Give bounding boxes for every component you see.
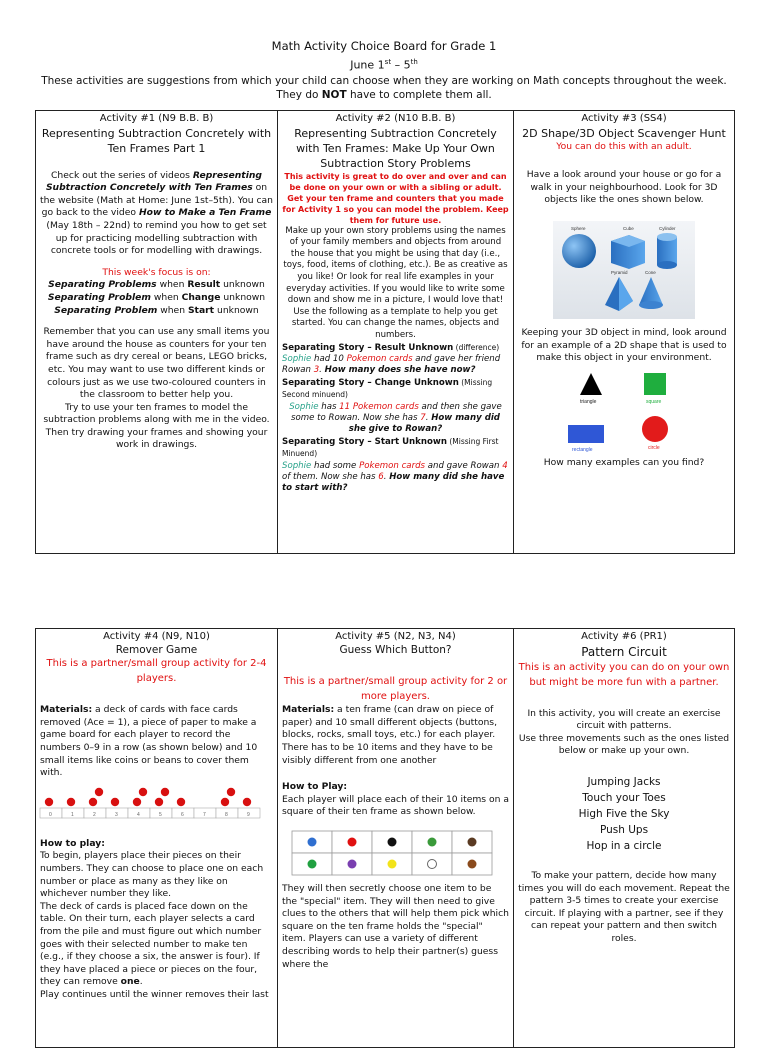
- focus-item-1: Separating Problems when Result unknown: [48, 279, 265, 291]
- square-shape: [644, 373, 666, 395]
- cone-shape: [639, 277, 663, 305]
- movement-item: Push Ups: [599, 823, 649, 836]
- story-1-text: Sophie had 10 Pokemon cards and gave her friend Rowan 3. How many does she have now?: [282, 353, 501, 376]
- activity-2-para-2: Use the following as a template to help you get started. You can change the names, objects and numbers.: [291, 306, 500, 340]
- activity-4-how-3: Play continues until the winner removes their last: [40, 988, 269, 1000]
- board-number: 3: [115, 811, 118, 818]
- button-item: [428, 859, 437, 868]
- activity-6-code: Activity #6 (PR1): [581, 631, 667, 642]
- activity-3-question: How many examples can you find?: [543, 456, 705, 468]
- activity-1-para-1: Check out the series of videos Representing Subtraction Concretely with Ten Frames on the website (Math at Home: June 1st–5th). You can go back to the video How to Make a Ten Frame (May 18th – 22nd) to remind you how to get set up for practicing modelling subtraction with concrete tools or for modelling with drawings.: [40, 169, 274, 257]
- activity-4-materials: Materials: a deck of cards with face cards removed (Ace = 1), a piece of paper to make a game board for each player to record the numbers 0–9 in a row (as shown below) and 10 small items like coins or beans to cover them with.: [40, 704, 258, 779]
- activity-4-how-1: To begin, players place their pieces on their numbers. They can choose to place one on each number or place as many as they like on whichever number they like.: [40, 850, 264, 900]
- button-item: [308, 837, 317, 846]
- rectangle-label: rectangle: [572, 446, 593, 453]
- activity-5-code: Activity #5 (N2, N3, N4): [335, 631, 456, 642]
- board-number: 0: [49, 811, 52, 818]
- activity-4-how-2: The deck of cards is placed face down on the table. On their turn, each player selects a card from the pile and must figure out which number goes with their selected number to make ten (e.g., if they choose a six, the answer is four). If they have placed a piece or pieces on the four, they can remove one.: [40, 900, 262, 988]
- activity-1-focus: This week's focus is on:: [102, 266, 211, 278]
- counter-piece: [45, 798, 53, 806]
- activity-1-code: Activity #1 (N9 B.B. B): [99, 113, 214, 124]
- counter-piece: [177, 798, 185, 806]
- activity-5-how-1: Each player will place each of their 10 items on a square of their ten frame as shown below.: [282, 793, 510, 818]
- circle-shape: [642, 416, 668, 442]
- counter-piece: [89, 798, 97, 806]
- activity-3-note: You can do this with an adult.: [556, 140, 692, 152]
- sphere-label: Sphere: [571, 225, 586, 231]
- activity-1-cell: [36, 111, 278, 554]
- activity-5-cell: [278, 629, 514, 1048]
- movement-item: Touch your Toes: [582, 791, 666, 804]
- activity-4-cell: [36, 629, 278, 1048]
- activity-1-title: Representing Subtraction Concretely with Ten Frames Part 1: [41, 126, 272, 155]
- activity-5-how-2: They will then secretly choose one item to be the "special" item. They will then need to give clues to the others that will help them pick which square on the ten frame holds the "special" item. Players can use a variety of different describing words to help their partner(s) guess where the: [282, 882, 509, 970]
- board-number: 4: [137, 811, 140, 818]
- 3d-objects-image: [553, 221, 695, 319]
- counter-piece: [111, 798, 119, 806]
- activity-1-para-2: Remember that you can use any small items you have around the house as counters for your ten frame such as dry cereal or beans, LEGO bricks, etc. You may want to use two different kinds or colours just as we use two-coloured counters in the classroom to better help you.: [43, 326, 270, 401]
- board-number: 2: [93, 811, 96, 818]
- movement-item: Jumping Jacks: [587, 775, 661, 788]
- activity-board-top: [35, 110, 735, 554]
- activity-3-para-2: Keeping your 3D object in mind, look around for an example of a 2D shape that is used to make this object in your environment.: [521, 326, 727, 364]
- square-label: square: [646, 398, 662, 405]
- movement-item: High Five the Sky: [578, 807, 670, 820]
- activity-2-title: Representing Subtraction Concretely with Ten Frames: Make Up Your Own Subtraction Story Problems: [294, 126, 497, 170]
- activity-6-para-3: To make your pattern, decide how many times you will do each movement. Repeat the pattern 3-5 times to create your exercise circuit. If playing with a partner, see if they can repeat your pattern and then switch roles.: [518, 869, 730, 944]
- activity-5-note: This is a partner/small group activity for 2 or more players.: [283, 676, 508, 703]
- page-title: Math Activity Choice Board for Grade 1: [271, 39, 497, 53]
- activity-3-cell: [514, 111, 735, 554]
- button-item: [388, 859, 397, 868]
- activity-board-bottom: [35, 628, 735, 1048]
- circle-label: circle: [648, 444, 660, 451]
- activity-5-how-heading: How to Play:: [282, 781, 348, 793]
- button-item: [428, 837, 437, 846]
- cube-label: Cube: [623, 225, 634, 231]
- focus-item-3: Separating Problem when Start unknown: [54, 304, 259, 316]
- counter-piece: [95, 788, 103, 796]
- activity-6-title: Pattern Circuit: [581, 644, 667, 659]
- counter-piece: [221, 798, 229, 806]
- ten-frame-image: [282, 819, 509, 883]
- activity-3-para-1: Have a look around your house or go for a walk in your neighbourhood. Look for 3D objects like the ones shown below.: [526, 169, 722, 206]
- date-range: June 1st – 5th: [350, 58, 418, 72]
- button-item: [468, 837, 477, 846]
- activity-2-code: Activity #2 (N10 B.B. B): [335, 113, 456, 124]
- cylinder-label: Cylinder: [659, 225, 676, 231]
- button-item: [468, 859, 477, 868]
- pyramid-label: Pyramid: [611, 269, 628, 275]
- counter-piece: [155, 798, 163, 806]
- number-board-image: [40, 780, 273, 838]
- board-number: 8: [225, 811, 228, 818]
- story-3-text: Sophie had some Pokemon cards and gave Rowan 4 of them. Now she has 6. How many did she have to start with?: [282, 460, 508, 494]
- counter-piece: [161, 788, 169, 796]
- board-number: 9: [247, 811, 250, 818]
- triangle-label: triangle: [580, 398, 597, 405]
- story-2-heading: Separating Story – Change Unknown (Missing Second minuend): [282, 377, 493, 400]
- counter-piece: [133, 798, 141, 806]
- ten-frame: [290, 829, 500, 881]
- counter-piece: [67, 798, 75, 806]
- activity-4-code: Activity #4 (N9, N10): [103, 631, 210, 642]
- intro-line-2: They do NOT have to complete them all.: [276, 88, 492, 101]
- counter-piece: [243, 798, 251, 806]
- button-item: [388, 837, 397, 846]
- activity-4-how-heading: How to play:: [40, 837, 105, 849]
- intro-line-1: These activities are suggestions from which your child can choose when they are working on Math concepts throughout the week.: [41, 74, 727, 87]
- focus-item-2: Separating Problem when Change unknown: [47, 291, 266, 303]
- counter-piece: [139, 788, 147, 796]
- activity-4-note: This is a partner/small group activity for 2-4 players.: [46, 658, 267, 685]
- board-number: 1: [71, 811, 74, 818]
- button-item: [308, 859, 317, 868]
- cone-label: Cone: [645, 269, 656, 275]
- activity-3-title: 2D Shape/3D Object Scavenger Hunt: [522, 126, 726, 140]
- activity-6-note: This is an activity you can do on your own but might be more fun with a partner.: [518, 661, 730, 688]
- story-2-text: Sophie has 11 Pokemon cards and then she gave some to Rowan. Now she has 7. How many did she give to Rowan?: [289, 401, 502, 435]
- activity-2-note: This activity is great to do over and over and can be done on your own or with a sibling or adult. Get your ten frame and counters that you made for Activity 1 so you can model the problem. Keep them for future use.: [282, 171, 509, 225]
- activity-3-code: Activity #3 (SS4): [581, 113, 667, 124]
- 2d-shapes-image: [518, 365, 730, 465]
- activity-5-materials: Materials: a ten frame (can draw on piece of paper) and 10 small different objects (buttons, blocks, rocks, small toys, etc.) for each player. There has to be 10 items and they have to be visibly different from one another: [282, 704, 497, 766]
- activity-2-cell: [278, 111, 514, 554]
- activity-1-para-3: Try to use your ten frames to model the subtraction problems along with me in the video. Then try drawing your frames and showing your work in drawings.: [43, 401, 270, 451]
- movement-list: [518, 774, 730, 854]
- triangle-shape: [580, 373, 602, 395]
- cylinder-shape: [657, 237, 677, 265]
- activity-6-para-1: In this activity, you will create an exercise circuit with patterns.: [527, 707, 721, 732]
- number-board: [36, 786, 266, 836]
- button-item: [348, 859, 357, 868]
- movement-item: Hop in a circle: [586, 839, 662, 852]
- button-item: [348, 837, 357, 846]
- counter-piece: [227, 788, 235, 796]
- 3d-objects-illustration: [553, 221, 695, 319]
- story-1-heading: Separating Story – Result Unknown (difference): [282, 342, 500, 353]
- story-3-heading: Separating Story – Start Unknown (Missing First Minuend): [282, 436, 499, 459]
- board-number: 6: [181, 811, 184, 818]
- activity-4-title: Remover Game: [115, 643, 198, 656]
- sphere-shape: [562, 234, 596, 268]
- rectangle-shape: [568, 425, 604, 443]
- board-number: 5: [159, 811, 162, 818]
- page-header: [0, 38, 768, 102]
- board-number: 7: [203, 811, 206, 818]
- activity-2-para-1: Make up your own story problems using the names of your family members and objects from around the house that you might be using that day (i.e., toys, food, items of clothing, etc.). Be as creative as you like! Or look for real life examples in your everyday activities. If you would like to write some down and show me in a picture, I would love that!: [283, 225, 508, 306]
- activity-6-cell: [514, 629, 735, 1048]
- activity-6-para-2: Use three movements such as the ones listed below or make up your own.: [518, 732, 730, 757]
- activity-5-title: Guess Which Button?: [339, 643, 452, 656]
